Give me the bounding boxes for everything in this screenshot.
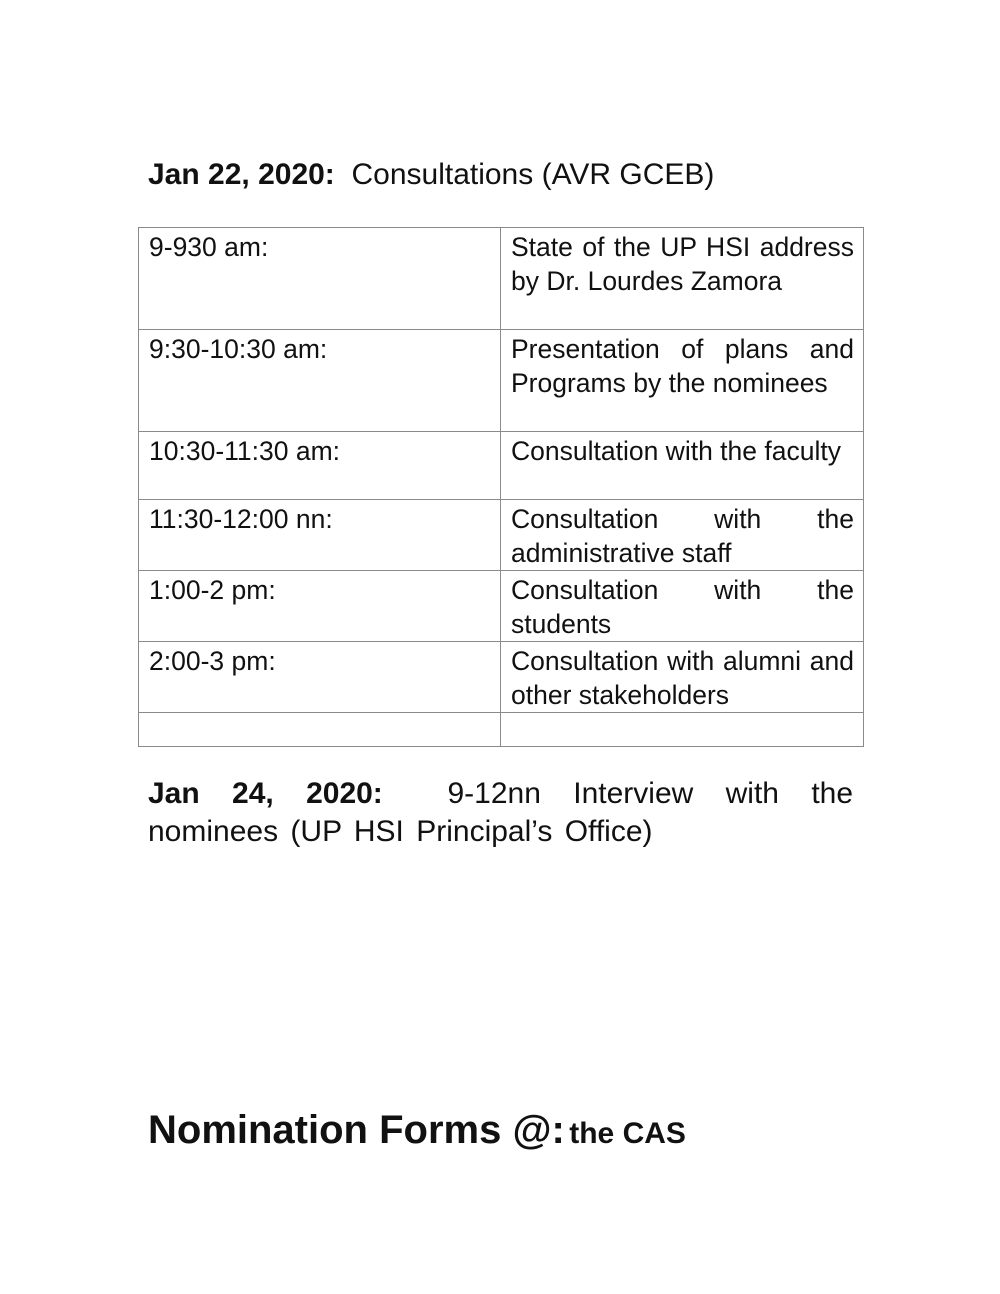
- table-row: [139, 571, 864, 642]
- time-cell: 11:30-12:00 nn:: [139, 500, 501, 571]
- time-cell: 2:00-3 pm:: [139, 642, 501, 713]
- jan-22-heading: [148, 156, 714, 194]
- jan-24-text: 9-12nn Interview with the nominees (UP HSI Principal’s Office): [148, 777, 854, 848]
- nomination-forms-label: Nomination Forms @:: [148, 1108, 565, 1152]
- table-row: [139, 500, 864, 571]
- table-row: [139, 330, 864, 432]
- time-cell: 9:30-10:30 am:: [139, 330, 501, 432]
- schedule-table: [138, 227, 864, 747]
- table-row: [139, 432, 864, 500]
- nomination-forms-line: [148, 1108, 686, 1153]
- jan-24-heading: [148, 775, 853, 851]
- jan-22-date: Jan 22, 2020:: [148, 158, 335, 191]
- table-row: [139, 713, 864, 747]
- jan-24-date: Jan 24, 2020:: [148, 777, 383, 810]
- activity-cell: Consultation with the students: [501, 571, 864, 642]
- activity-cell: State of the UP HSI address by Dr. Lourdes Zamora: [501, 228, 864, 330]
- activity-cell: Presentation of plans and Programs by the nominees: [501, 330, 864, 432]
- nomination-forms-location: the CAS: [569, 1117, 686, 1150]
- time-cell: [139, 713, 501, 747]
- table-row: [139, 642, 864, 713]
- time-cell: 9-930 am:: [139, 228, 501, 330]
- activity-cell: Consultation with the administrative staff: [501, 500, 864, 571]
- table-row: [139, 228, 864, 330]
- jan-22-title: Consultations (AVR GCEB): [351, 158, 715, 191]
- activity-cell: [501, 713, 864, 747]
- activity-cell: Consultation with the faculty: [501, 432, 864, 500]
- activity-cell: Consultation with alumni and other stakeholders: [501, 642, 864, 713]
- time-cell: 1:00-2 pm:: [139, 571, 501, 642]
- time-cell: 10:30-11:30 am:: [139, 432, 501, 500]
